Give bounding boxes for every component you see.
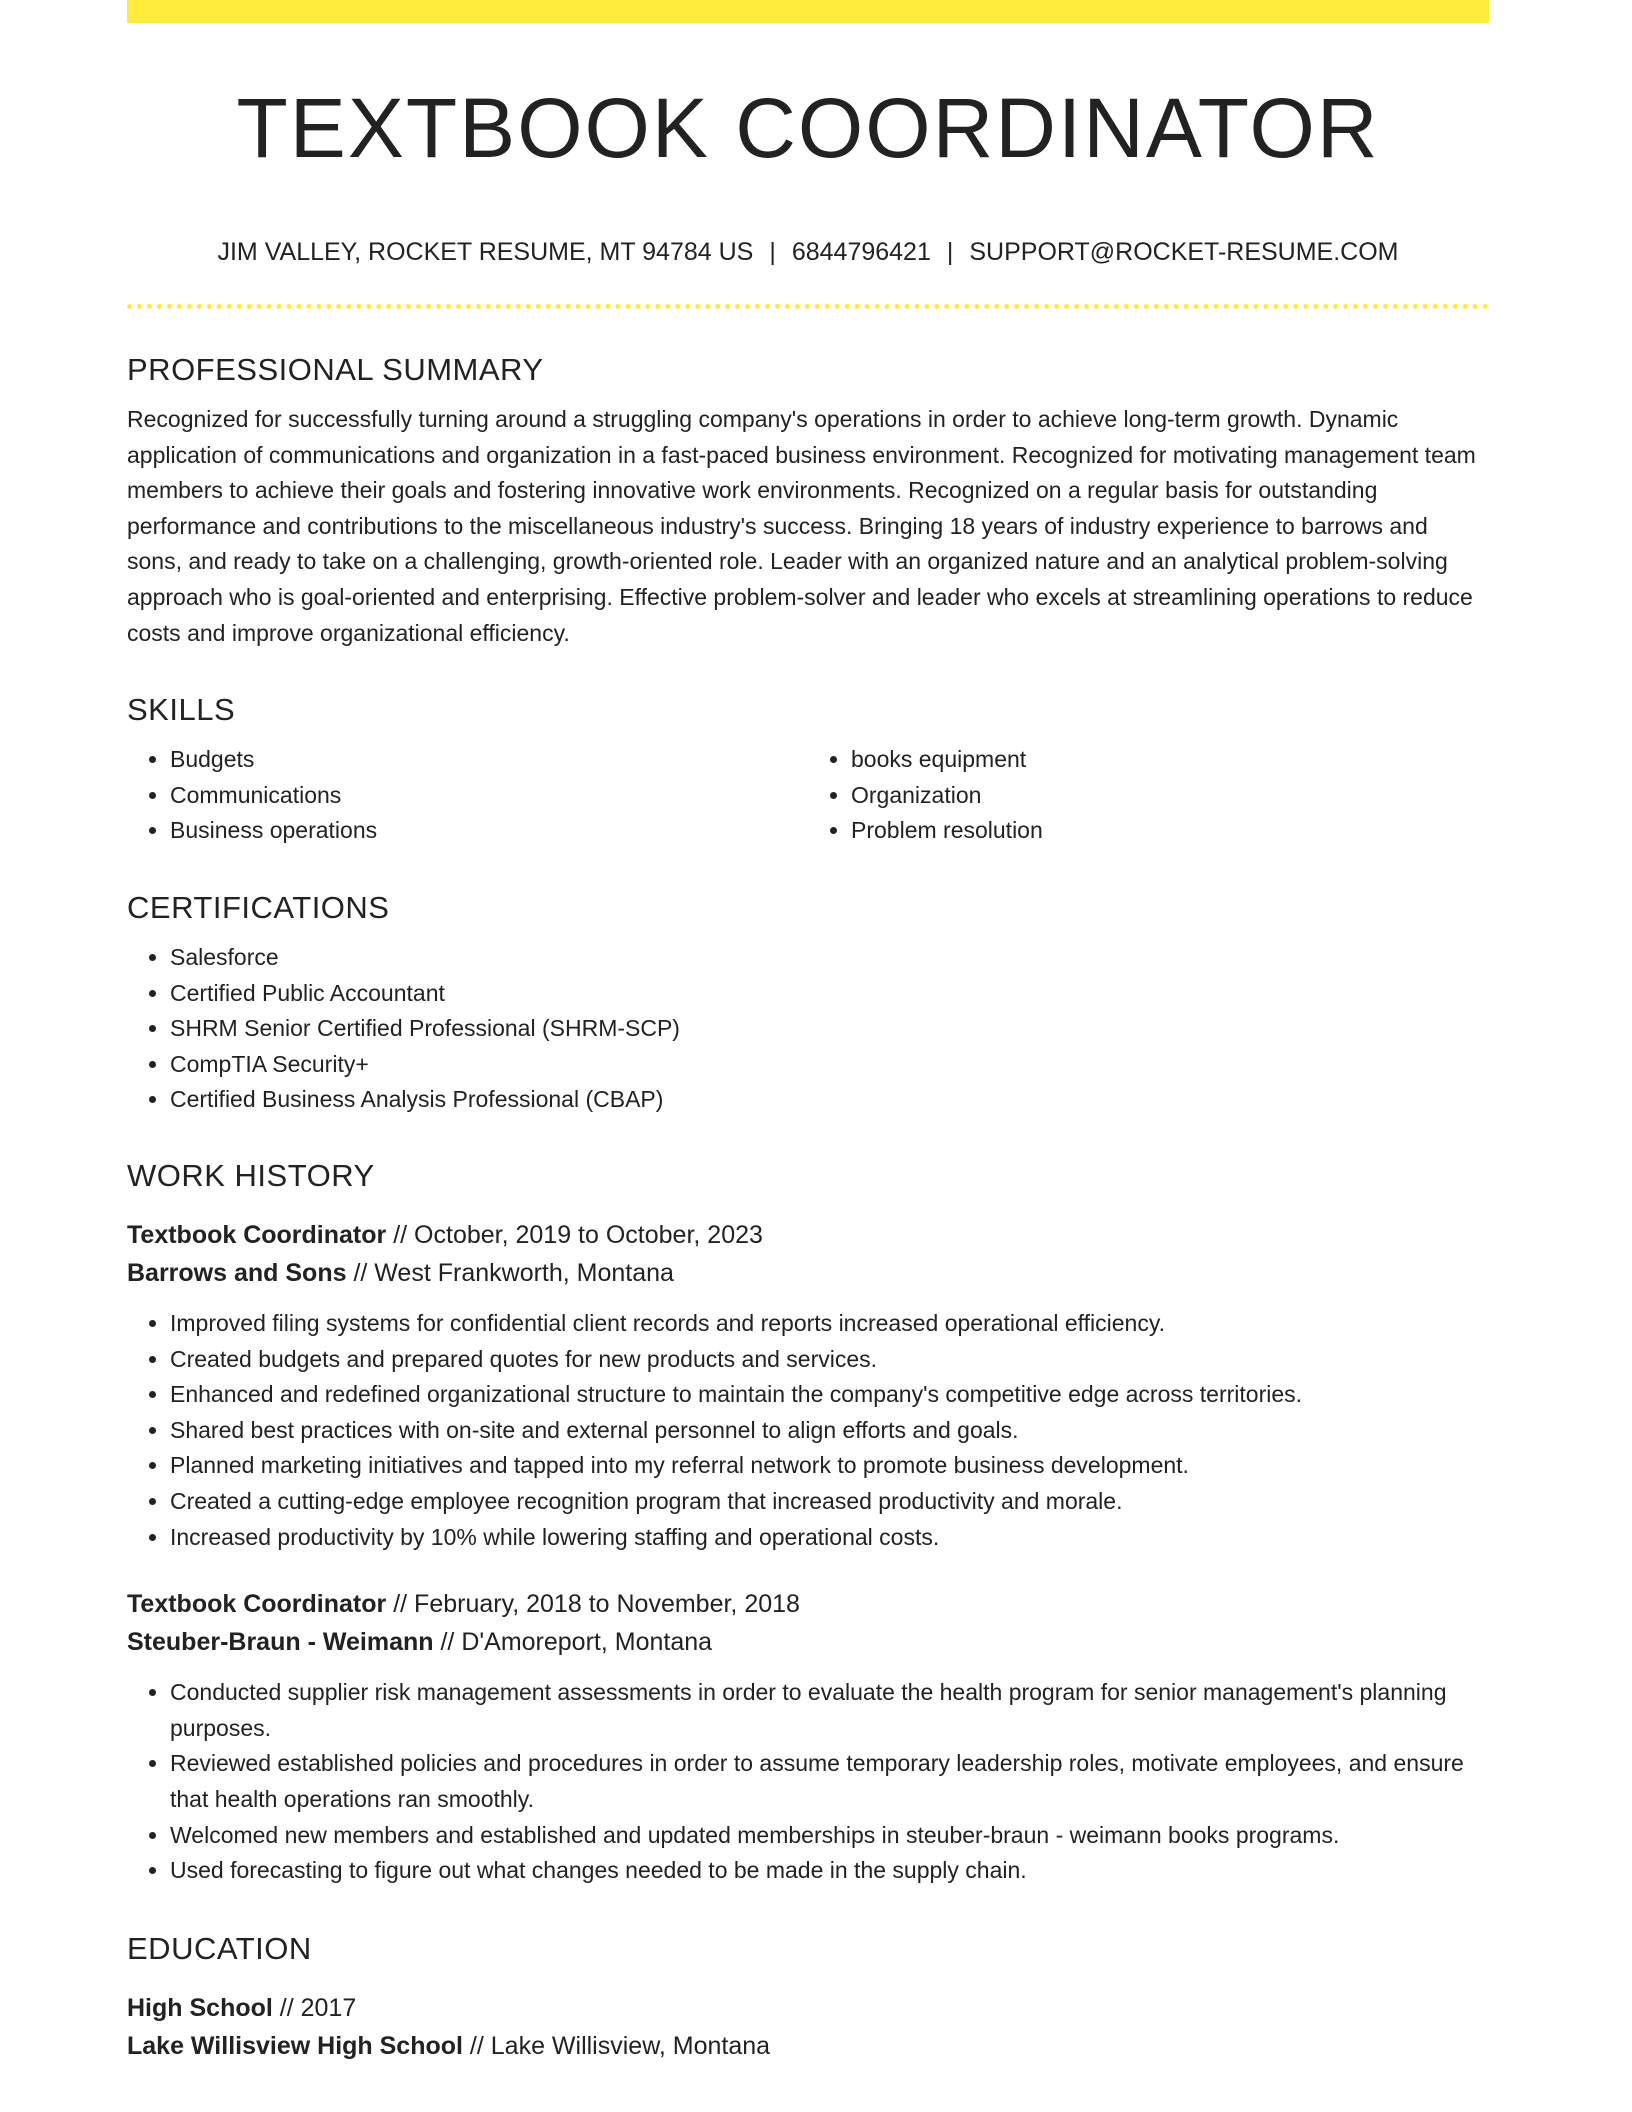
job-bullet: • Improved filing systems for confidential client records and reports increased operational efficiency. — [170, 1306, 1489, 1342]
job-bullet: • Created budgets and prepared quotes for new products and services. — [170, 1342, 1489, 1378]
education-location: // Lake Willisview, Montana — [469, 2032, 771, 2060]
job-location: // D'Amoreport, Montana — [440, 1628, 713, 1657]
summary-text: Recognized for successfully turning around a struggling company's operations in order to achieve long-term growth. Dynamic application of communications and organization in a fast-paced business environment. Recognized for motivating management team members to achieve their goals and fostering innovative work environments. Recognized on a regular basis for outstanding performance and contributions to the miscellaneous industry's success. Bringing 18 years of industry experience to barrows and sons, and ready to take on a challenging, growth-oriented role. Leader with an organized nature and an analytical problem-solving approach who is goal-oriented and enterprising. Effective problem-solver and leader who excels at streamlining operations to reduce costs and improve organizational efficiency. — [127, 406, 1476, 646]
contact-line — [127, 236, 1489, 268]
top-accent-bar — [127, 0, 1489, 23]
job-bullets — [127, 1675, 1489, 1889]
contact-separator: | — [769, 238, 776, 266]
education-section — [127, 1929, 1489, 2065]
job-dates: // October, 2019 to October, 2023 — [393, 1221, 763, 1249]
job-company: Steuber-Braun - Weimann — [127, 1628, 434, 1657]
education-school: Lake Willisview High School — [127, 2032, 463, 2060]
skill-item: • books equipment — [851, 742, 1489, 778]
skills-section — [127, 690, 1489, 849]
education-degree: High School — [127, 1994, 273, 2022]
education-year: // 2017 — [279, 1994, 357, 2022]
contact-phone: 6844796421 — [791, 238, 931, 266]
job-bullet: • Reviewed established policies and procedures in order to assume temporary leadership roles, motivate employees, and ensure that health operations ran smoothly. — [170, 1746, 1489, 1817]
summary-heading: PROFESSIONAL SUMMARY — [127, 352, 544, 387]
work-history-heading: WORK HISTORY — [127, 1158, 375, 1193]
job-bullet: • Conducted supplier risk management assessments in order to evaluate the health program for senior management's planning purposes. — [170, 1675, 1489, 1746]
job-title-line — [127, 1585, 1489, 1623]
job-company-line — [127, 1623, 1489, 1661]
job-bullet: • Created a cutting-edge employee recognition program that increased productivity and morale. — [170, 1484, 1489, 1520]
job-bullet: • Used forecasting to figure out what changes needed to be made in the supply chain. — [170, 1853, 1489, 1889]
certifications-section — [127, 888, 1489, 1118]
job-bullet: • Increased productivity by 10% while lowering staffing and operational costs. — [170, 1520, 1489, 1556]
certification-item: • Certified Public Accountant — [170, 976, 1489, 1012]
job-entry — [127, 1585, 1489, 1889]
education-degree-line — [127, 1989, 1489, 2027]
job-company: Barrows and Sons — [127, 1259, 347, 1287]
certification-item: • CompTIA Security+ — [170, 1047, 1489, 1083]
job-title-line — [127, 1216, 1489, 1254]
job-role: Textbook Coordinator — [127, 1221, 387, 1249]
page-title: TEXTBOOK COORDINATOR — [236, 81, 1380, 175]
summary-section — [127, 350, 1489, 651]
certifications-heading: CERTIFICATIONS — [127, 890, 390, 925]
job-bullets — [127, 1306, 1489, 1555]
job-location: // West Frankworth, Montana — [353, 1259, 674, 1287]
job-bullet: • Enhanced and redefined organizational structure to maintain the company's competitive edge across territories. — [170, 1377, 1489, 1413]
dotted-divider — [127, 304, 1489, 309]
work-history-section — [127, 1156, 1489, 1889]
job-bullet: • Planned marketing initiatives and tapped into my referral network to promote business development. — [170, 1448, 1489, 1484]
skill-item: • Budgets — [170, 742, 808, 778]
skills-columns — [127, 742, 1489, 849]
skill-item: • Communications — [170, 778, 808, 814]
certification-item: • Salesforce — [170, 940, 1489, 976]
job-role: Textbook Coordinator — [127, 1590, 387, 1619]
job-entry — [127, 1216, 1489, 1555]
skill-item: • Problem resolution — [851, 813, 1489, 849]
certification-item: • Certified Business Analysis Professional (CBAP) — [170, 1082, 1489, 1118]
certification-item: • SHRM Senior Certified Professional (SHRM-SCP) — [170, 1011, 1489, 1047]
contact-address: JIM VALLEY, ROCKET RESUME, MT 94784 US — [217, 238, 754, 266]
education-entry — [127, 1989, 1489, 2065]
skills-list-left — [127, 742, 808, 849]
education-school-line — [127, 2027, 1489, 2065]
job-dates: // February, 2018 to November, 2018 — [393, 1590, 800, 1619]
certifications-list — [127, 940, 1489, 1118]
job-company-line — [127, 1254, 1489, 1292]
job-bullet: • Welcomed new members and established and updated memberships in steuber-braun - weimann books programs. — [170, 1818, 1489, 1854]
skills-list-right — [808, 742, 1489, 849]
contact-separator: | — [946, 238, 954, 266]
skill-item: • Organization — [851, 778, 1489, 814]
education-heading: EDUCATION — [127, 1931, 312, 1966]
contact-email: SUPPORT@ROCKET-RESUME.COM — [969, 238, 1399, 266]
skills-heading: SKILLS — [127, 692, 236, 727]
job-bullet: • Shared best practices with on-site and external personnel to align efforts and goals. — [170, 1413, 1489, 1449]
skill-item: • Business operations — [170, 813, 808, 849]
